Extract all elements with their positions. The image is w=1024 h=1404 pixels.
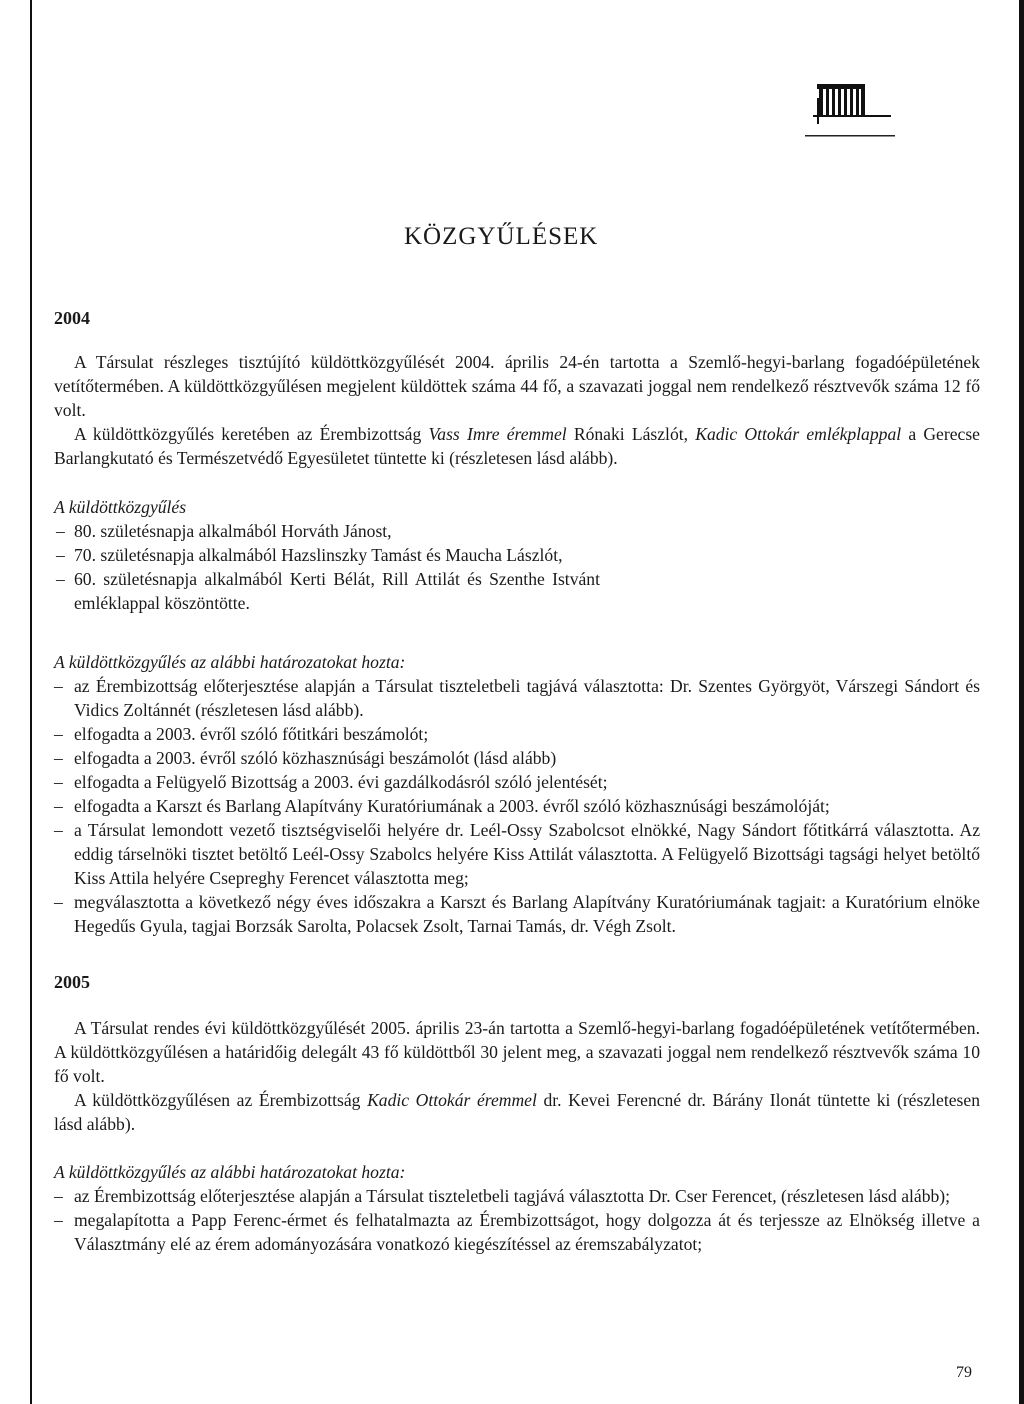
section-year-heading: 2005: [54, 972, 90, 992]
paragraph: A küldöttközgyűlésen az Érembizottság Kadic Ottokár éremmel dr. Kevei Ferencné dr. Bárány Ilonát tüntette ki (részletesen lásd alább).: [54, 1090, 980, 1134]
list-marker: –: [54, 772, 63, 792]
list-marker: –: [54, 1210, 63, 1230]
resolutions-intro: A küldöttközgyűlés az alábbi határozatokat hozta:: [54, 652, 406, 672]
list-item: – 70. születésnapja alkalmából Hazslinszky Tamást és Maucha Lászlót,: [56, 545, 563, 565]
list-marker: –: [54, 724, 63, 744]
list-marker: –: [56, 521, 65, 541]
list-item: – az Érembizottság előterjesztése alapján a Társulat tiszteletbeli tagjává választotta Dr. Cser Ferencet, (részletesen lásd alább);: [54, 1186, 951, 1206]
page-title: KÖZGYŰLÉSEK: [404, 223, 599, 250]
resolutions-block: [54, 1160, 980, 1256]
list-marker: –: [54, 820, 63, 840]
list-marker: –: [56, 545, 65, 565]
greetings-intro: A küldöttközgyűlés: [54, 497, 187, 517]
paragraph: A Társulat részleges tisztújító küldöttközgyűlését 2004. április 24-én tartotta a Szemlő-hegyi-barlang fogadóépületének vetítőtermében. A küldöttközgyűlésen megjelent küldöttek száma 44 fő, a szavazati joggal nem rendelkező résztvevők száma 12 fő volt.: [54, 352, 980, 420]
resolutions-block: [54, 650, 980, 938]
list-item: – elfogadta a Felügyelő Bizottság a 2003. évi gazdálkodásról szóló jelentését;: [54, 772, 608, 792]
section-year-heading: 2004: [54, 308, 90, 328]
list-marker: –: [54, 1186, 63, 1206]
list-marker: –: [54, 796, 63, 816]
list-marker: –: [56, 569, 65, 589]
list-marker: –: [54, 748, 63, 768]
right-margin-rule: [1019, 0, 1024, 1404]
library-building-icon: [805, 68, 895, 148]
list-item: – a Társulat lemondott vezető tisztségviselői helyére dr. Leél-Ossy Szabolcsot elnökké, Nagy Sándort főtitkárrá választotta. Az eddig társelnöki tisztet betöltő Leél-Ossy Szabolcs helyére Kiss Attilát választotta. A Felügyelő Bizottsági tagsági helyet betöltő Kiss Attila helyére Csepreghy Ferencet választotta meg;: [54, 820, 980, 888]
greetings-block: [54, 495, 980, 615]
list-item: – 60. születésnapja alkalmából Kerti Bélát, Rill Attilát és Szenthe Istvánt emléklappal köszöntötte.: [56, 569, 600, 613]
section-2005-body: [54, 1016, 980, 1136]
page-number: 79: [956, 1364, 972, 1381]
paragraph: A küldöttközgyűlés keretében az Érembizottság Vass Imre éremmel Rónaki Lászlót, Kadic Ottokár emlékplappal a Gerecse Barlangkutató és Természetvédő Egyesületet tüntette ki (részletesen lásd alább).: [54, 424, 980, 468]
resolutions-intro: A küldöttközgyűlés az alábbi határozatokat hozta:: [54, 1162, 406, 1182]
list-item: – elfogadta a Karszt és Barlang Alapítvány Kuratóriumának a 2003. évről szóló közhasznúsági beszámolóját;: [54, 796, 830, 816]
section-2004-body: [54, 350, 980, 470]
list-item: – megalapította a Papp Ferenc-érmet és felhatalmazta az Érembizottságot, hogy dolgozza át és terjessze az Elnökség illetve a Választmány elé az érem adományozására vonatkozó kiegészítéssel az éremszabályzatot;: [54, 1210, 980, 1254]
list-item: – elfogadta a 2003. évről szóló közhasznúsági beszámolót (lásd alább): [54, 748, 557, 768]
left-margin-rule: [30, 0, 32, 1404]
list-item: – 80. születésnapja alkalmából Horváth Jánost,: [56, 521, 392, 541]
list-item: – megválasztotta a következő négy éves időszakra a Karszt és Barlang Alapítvány Kuratóriumának tagjait: a Kuratórium elnöke Hegedűs Gyula, tagjai Borzsák Sarolta, Polacsek Zsolt, Tarnai Tamás, dr. Végh Zsolt.: [54, 892, 980, 936]
list-marker: –: [54, 892, 63, 912]
list-marker: –: [54, 676, 63, 696]
paragraph: A Társulat rendes évi küldöttközgyűlését 2005. április 23-án tartotta a Szemlő-hegyi-barlang fogadóépületének vetítőtermében. A küldöttközgyűlésen a határidőig delegált 43 fő küldöttből 30 jelent meg, a szavazati joggal nem rendelkező résztvevők száma 10 fő volt.: [54, 1018, 980, 1086]
list-item: – elfogadta a 2003. évről szóló főtitkári beszámolót;: [54, 724, 429, 744]
list-item: – az Érembizottság előterjesztése alapján a Társulat tiszteletbeli tagjává választotta: Dr. Szentes Györgyöt, Várszegi Sándort és Vidics Zoltánnét (részletesen lásd alább).: [54, 676, 980, 720]
